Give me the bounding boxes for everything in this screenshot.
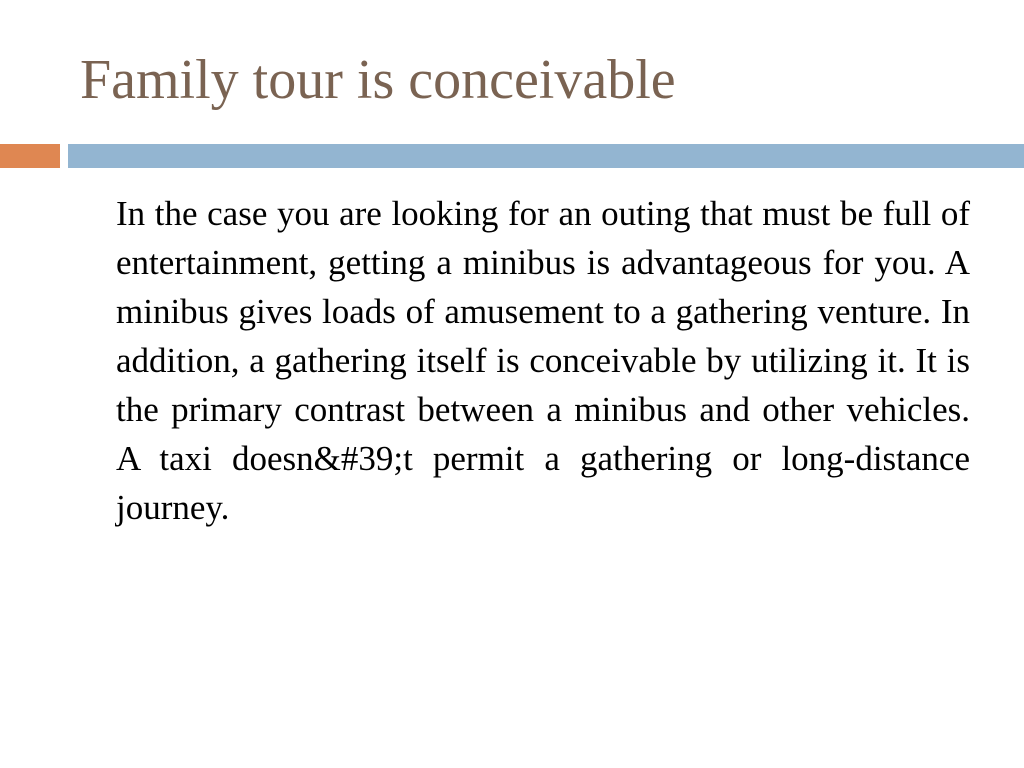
title-divider-orange (0, 144, 60, 168)
body-paragraph: In the case you are looking for an outing that must be full of entertainment, getting a minibus is advantageous for you. A minibus gives loads of amusement to a gathering venture. In addition, a gathering itself is conceivable by utilizing it. It is the primary contrast between a minibus and other vehicles. A taxi doesn&#39;t permit a gathering or long-distance journey. (116, 194, 970, 527)
title-divider-blue (68, 144, 1024, 168)
slide-title: Family tour is conceivable (80, 49, 676, 111)
